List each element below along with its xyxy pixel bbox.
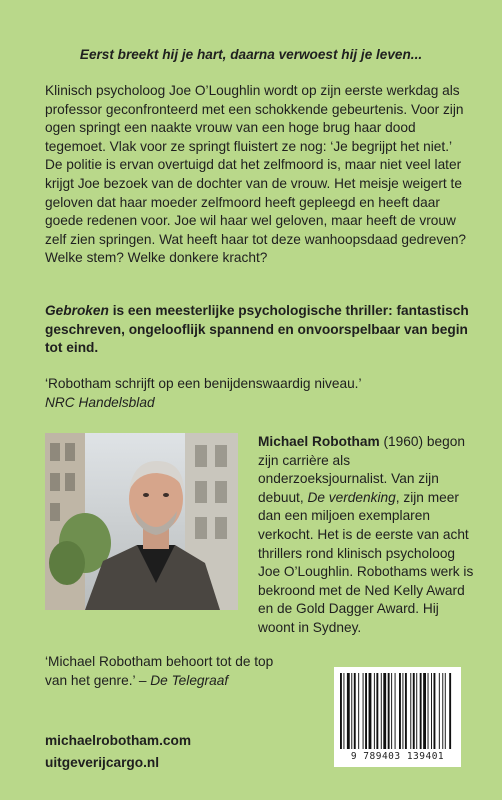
barcode-bar bbox=[358, 673, 359, 749]
debut-title: De verdenking bbox=[307, 489, 396, 505]
review-quote-text: ‘Michael Robotham behoort tot de top van het genre.’ – bbox=[45, 654, 274, 688]
barcode-bar bbox=[420, 673, 422, 749]
author-photo bbox=[45, 433, 238, 610]
author-bio bbox=[258, 433, 478, 638]
barcode-bar bbox=[381, 673, 382, 749]
barcode-bar bbox=[340, 673, 342, 749]
book-title: Gebroken bbox=[45, 303, 109, 318]
verdict bbox=[45, 302, 475, 358]
review-quote-telegraaf bbox=[45, 653, 295, 690]
barcode-bar bbox=[423, 673, 426, 749]
verdict-text: is een meesterlijke psychologische thriller: fantastisch geschreven, ongelooflijk spannend en onvoorspelbaar van begin tot eind. bbox=[45, 303, 469, 356]
author-birth-year: (1960) bbox=[379, 434, 424, 449]
barcode-bar bbox=[395, 673, 396, 749]
barcode-bar bbox=[445, 673, 446, 749]
barcode-bar bbox=[399, 673, 401, 749]
barcode-bar bbox=[343, 673, 344, 749]
barcode-bar bbox=[388, 673, 390, 749]
publisher-website-link[interactable]: uitgeverijcargo.nl bbox=[45, 755, 160, 770]
isbn-barcode bbox=[334, 667, 461, 767]
barcode-bar bbox=[365, 673, 367, 749]
barcode-bar bbox=[413, 673, 415, 749]
barcode-bar bbox=[405, 673, 407, 749]
author-website-link[interactable]: michaelrobotham.com bbox=[45, 733, 192, 748]
review-quote-nrc bbox=[45, 375, 465, 412]
barcode-bar bbox=[402, 673, 403, 749]
barcode-bar bbox=[369, 673, 372, 749]
barcode-bar bbox=[428, 673, 429, 749]
author-bio-part2: , zijn meer dan een miljoen exemplaren verkocht. Het is de eerste van acht thrillers rond klinisch psycholoog Joe O’Loughlin. Robothams werk is bekroond met de Ned Kelly Award en de Gold Dagger Award. Hij woont in Sydney. bbox=[258, 489, 474, 635]
review-source: NRC Handelsblad bbox=[45, 394, 155, 410]
barcode-bar bbox=[391, 673, 392, 749]
barcode-bar bbox=[431, 673, 432, 749]
barcode-bar bbox=[449, 673, 451, 749]
barcode-bar bbox=[351, 673, 352, 749]
barcode-bar bbox=[376, 673, 378, 749]
barcode-bar bbox=[442, 673, 443, 749]
tagline: Eerst breekt hij je hart, daarna verwoest hij je leven... bbox=[79, 47, 423, 62]
barcode-bar bbox=[434, 673, 436, 749]
website-links bbox=[45, 730, 191, 774]
author-bio-part1: begon zijn carrière als onderzoeksjournalist. Van zijn debuut, bbox=[258, 434, 465, 505]
barcode-bar bbox=[439, 673, 440, 749]
barcode-bar bbox=[410, 673, 411, 749]
review-quote-text: ‘Robotham schrijft op een benijdenswaardig niveau.’ bbox=[45, 376, 362, 391]
barcode-bar bbox=[354, 673, 356, 749]
review-source: De Telegraaf bbox=[150, 672, 229, 688]
author-name: Michael Robotham bbox=[258, 434, 380, 449]
barcode-bar bbox=[383, 673, 386, 749]
barcode-bars bbox=[334, 667, 461, 751]
blurb: Klinisch psycholoog Joe O’Loughlin wordt op zijn eerste werkdag als professor geconfronteerd met een schokkende gebeurtenis. Voor zijn ogen springt een naakte vrouw van een hoge brug haar dood tegemoet. Vlak voor ze springt fluistert ze nog: ‘Je begrijpt het niet.’ De politie is ervan overtuigd dat het zelfmoord is, maar niet veel later krijgt Joe bezoek van de dochter van de vrouw. Het meisje weigert te geloven dat haar moeder zelfmoord heeft gepleegd en heeft daar goede redenen voor. Joe wil haar wel geloven, maar heeft de vrouw zelf zien springen. Wat heeft haar tot deze wanhoopsdaad gedreven? Welke stem? Welke donkere kracht? bbox=[45, 83, 467, 266]
barcode-bar bbox=[363, 673, 364, 749]
barcode-bar bbox=[416, 673, 417, 749]
barcode-bar bbox=[347, 673, 350, 749]
isbn-number: 9 789403 139401 bbox=[350, 751, 445, 762]
barcode-bar bbox=[374, 673, 375, 749]
